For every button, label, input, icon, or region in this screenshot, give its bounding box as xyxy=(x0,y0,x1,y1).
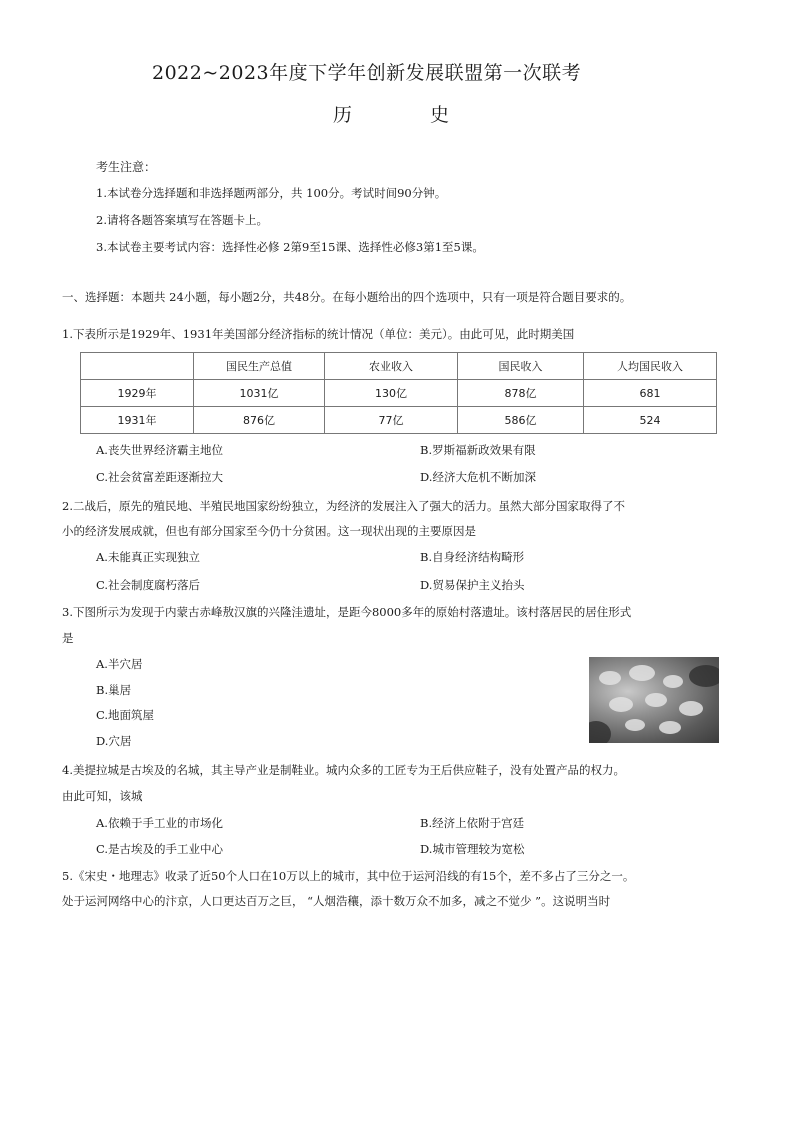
option-c: C.是古埃及的手工业中心 xyxy=(96,842,224,856)
question-3-stem: 3.下图所示为发现于内蒙古赤峰敖汉旗的兴隆洼遗址，是距今8000多年的原始村落遗址。该村落居民的居住形式 xyxy=(62,605,632,619)
xinglongwa-site-photo xyxy=(589,657,719,743)
option-a: A.未能真正实现独立 xyxy=(96,550,200,564)
question-3-stem-cont: 是 xyxy=(62,631,74,645)
option-d: D.经济大危机不断加深 xyxy=(420,470,536,484)
question-2-stem: 2.二战后，原先的殖民地、半殖民地国家纷纷独立，为经济的发展注入了强大的活力。虽然大部分国家取得了不 xyxy=(62,499,625,513)
table-header-cell: 国民收入 xyxy=(458,353,584,380)
table-cell: 77亿 xyxy=(325,407,458,434)
option-c: C.社会制度腐朽落后 xyxy=(96,578,201,592)
table-cell: 1031亿 xyxy=(194,380,325,407)
table-header-cell xyxy=(81,353,194,380)
option-a: A.半穴居 xyxy=(96,657,143,671)
subject-char-left: 历 xyxy=(333,104,353,126)
question-5-stem: 5.《宋史・地理志》收录了近50个人口在10万以上的城市，其中位于运河沿线的有15个，差不多占了三分之一。 xyxy=(62,869,635,883)
table-row xyxy=(81,380,717,407)
section-intro: 一、选择题：本题共 24小题，每小题2分，共48分。在每小题给出的四个选项中，只有一项是符合题目要求的。 xyxy=(62,290,632,304)
option-c: C.社会贫富差距逐渐拉大 xyxy=(96,470,224,484)
option-b: B.罗斯福新政效果有限 xyxy=(420,443,536,457)
option-d: D.城市管理较为宽松 xyxy=(420,842,525,856)
notice-item: 3.本试卷主要考试内容：选择性必修 2第9至15课、选择性必修3第1至5课。 xyxy=(96,240,484,254)
question-4-stem: 4.美提拉城是古埃及的名城，其主导产业是制鞋业。城内众多的工匠专为王后供应鞋子，没有处置产品的权力。 xyxy=(62,763,625,777)
question-1-stem: 1.下表所示是1929年、1931年美国部分经济指标的统计情况（单位：美元）。由此可见，此时期美国 xyxy=(62,327,575,341)
option-d: D.贸易保护主义抬头 xyxy=(420,578,525,592)
question-4-stem-cont: 由此可知，该城 xyxy=(62,789,143,803)
notice-item: 1.本试卷分选择题和非选择题两部分，共 100分。考试时间90分钟。 xyxy=(96,186,447,200)
table-cell: 586亿 xyxy=(458,407,584,434)
question-5-stem-cont: 处于运河网络中心的汴京，人口更达百万之巨， “人烟浩穰，添十数万众不加多，减之不觉少 ”。这说明当时 xyxy=(62,894,611,908)
question-2-stem-cont: 小的经济发展成就，但也有部分国家至今仍十分贫困。这一现状出现的主要原因是 xyxy=(62,524,476,538)
option-b: B.巢居 xyxy=(96,683,132,697)
table-header-row xyxy=(81,353,717,380)
option-c: C.地面筑屋 xyxy=(96,708,155,722)
table-cell: 130亿 xyxy=(325,380,458,407)
option-b: B.自身经济结构畸形 xyxy=(420,550,525,564)
option-d: D.穴居 xyxy=(96,734,132,748)
table-header-cell: 农业收入 xyxy=(325,353,458,380)
table-cell: 524 xyxy=(584,407,717,434)
table-cell: 1929年 xyxy=(81,380,194,407)
exam-title: 2022~2023年度下学年创新发展联盟第一次联考 xyxy=(152,62,582,84)
table-cell: 876亿 xyxy=(194,407,325,434)
option-a: A.丧失世界经济霸主地位 xyxy=(96,443,223,457)
table-cell: 878亿 xyxy=(458,380,584,407)
table-cell: 681 xyxy=(584,380,717,407)
subject-char-right: 史 xyxy=(430,104,450,126)
table-header-cell: 人均国民收入 xyxy=(584,353,717,380)
economic-stats-table xyxy=(80,352,717,434)
notice-heading: 考生注意： xyxy=(96,160,157,174)
option-b: B.经济上依附于宫廷 xyxy=(420,816,525,830)
table-cell: 1931年 xyxy=(81,407,194,434)
notice-item: 2.请将各题答案填写在答题卡上。 xyxy=(96,213,268,227)
table-header-cell: 国民生产总值 xyxy=(194,353,325,380)
option-a: A.依赖于手工业的市场化 xyxy=(96,816,223,830)
table-row xyxy=(81,407,717,434)
